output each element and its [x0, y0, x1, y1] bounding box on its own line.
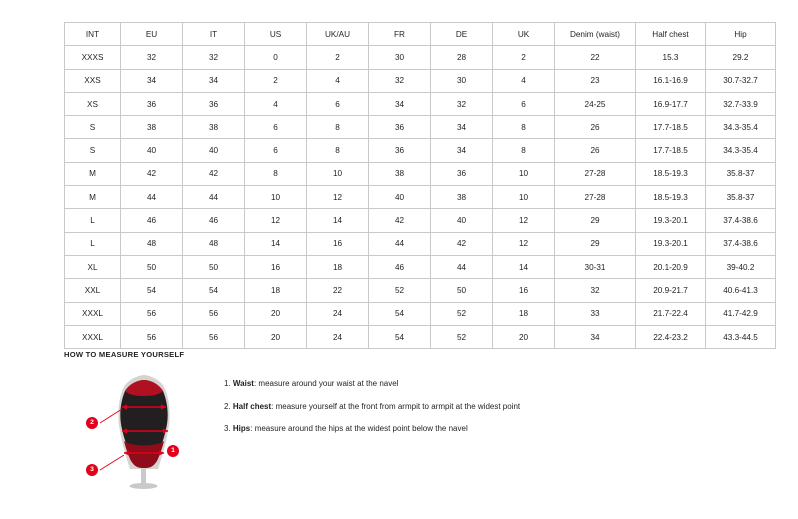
cell-eu: 46	[121, 209, 183, 232]
cell-hip: 35.8-37	[706, 186, 776, 209]
cell-uk-au: 4	[307, 69, 369, 92]
table-row	[65, 139, 776, 162]
cell-eu: 34	[121, 69, 183, 92]
cell-de: 52	[431, 302, 493, 325]
cell-us: 8	[245, 162, 307, 185]
column-header-eu: EU	[121, 23, 183, 46]
cell-us: 0	[245, 46, 307, 69]
badge-hips: 3	[86, 464, 98, 476]
cell-eu: 32	[121, 46, 183, 69]
column-header-it: IT	[183, 23, 245, 46]
cell-fr: 44	[369, 232, 431, 255]
cell-denim-waist: 30-31	[555, 255, 636, 278]
cell-half-chest: 16.1-16.9	[636, 69, 706, 92]
cell-us: 20	[245, 302, 307, 325]
cell-de: 44	[431, 255, 493, 278]
table-row	[65, 116, 776, 139]
cell-int: XL	[65, 255, 121, 278]
cell-us: 4	[245, 92, 307, 115]
cell-eu: 40	[121, 139, 183, 162]
cell-uk-au: 8	[307, 139, 369, 162]
cell-denim-waist: 32	[555, 279, 636, 302]
cell-uk-au: 14	[307, 209, 369, 232]
cell-denim-waist: 26	[555, 139, 636, 162]
cell-de: 30	[431, 69, 493, 92]
cell-eu: 44	[121, 186, 183, 209]
cell-half-chest: 20.9-21.7	[636, 279, 706, 302]
cell-uk-au: 22	[307, 279, 369, 302]
column-header-us: US	[245, 23, 307, 46]
cell-uk: 8	[493, 139, 555, 162]
cell-int: XXL	[65, 279, 121, 302]
cell-denim-waist: 22	[555, 46, 636, 69]
cell-de: 34	[431, 116, 493, 139]
cell-denim-waist: 33	[555, 302, 636, 325]
column-header-hip: Hip	[706, 23, 776, 46]
cell-de: 28	[431, 46, 493, 69]
cell-hip: 35.8-37	[706, 162, 776, 185]
cell-us: 12	[245, 209, 307, 232]
cell-uk: 18	[493, 302, 555, 325]
column-header-int: INT	[65, 23, 121, 46]
cell-fr: 38	[369, 162, 431, 185]
cell-de: 34	[431, 139, 493, 162]
cell-int: L	[65, 209, 121, 232]
measure-step-half-chest	[224, 402, 520, 412]
cell-eu: 56	[121, 302, 183, 325]
cell-de: 32	[431, 92, 493, 115]
cell-us: 2	[245, 69, 307, 92]
cell-int: S	[65, 116, 121, 139]
cell-int: XXXS	[65, 46, 121, 69]
cell-eu: 42	[121, 162, 183, 185]
table-row	[65, 92, 776, 115]
cell-hip: 37.4-38.6	[706, 232, 776, 255]
cell-it: 34	[183, 69, 245, 92]
cell-it: 38	[183, 116, 245, 139]
cell-uk: 10	[493, 186, 555, 209]
cell-us: 6	[245, 139, 307, 162]
cell-uk-au: 16	[307, 232, 369, 255]
cell-de: 38	[431, 186, 493, 209]
cell-it: 56	[183, 325, 245, 348]
table-row	[65, 162, 776, 185]
column-header-uk-au: UK/AU	[307, 23, 369, 46]
cell-eu: 54	[121, 279, 183, 302]
cell-uk: 6	[493, 92, 555, 115]
cell-fr: 36	[369, 139, 431, 162]
cell-it: 40	[183, 139, 245, 162]
cell-int: XXXL	[65, 302, 121, 325]
measure-steps-list	[224, 369, 520, 447]
step-term: Hips	[232, 424, 251, 434]
cell-half-chest: 16.9-17.7	[636, 92, 706, 115]
cell-eu: 38	[121, 116, 183, 139]
cell-us: 18	[245, 279, 307, 302]
step-text: : measure around the hips at the widest point below the navel	[250, 424, 468, 434]
table-row	[65, 325, 776, 348]
step-number: 1.	[224, 379, 231, 388]
table-row	[65, 186, 776, 209]
cell-fr: 52	[369, 279, 431, 302]
cell-hip: 37.4-38.6	[706, 209, 776, 232]
cell-it: 32	[183, 46, 245, 69]
step-term: Waist	[232, 379, 254, 388]
badge-half-chest: 2	[86, 417, 98, 429]
cell-denim-waist: 34	[555, 325, 636, 348]
cell-uk: 4	[493, 69, 555, 92]
cell-int: M	[65, 186, 121, 209]
table-row	[65, 302, 776, 325]
cell-half-chest: 18.5-19.3	[636, 186, 706, 209]
cell-hip: 43.3-44.5	[706, 325, 776, 348]
table-row	[65, 255, 776, 278]
cell-de: 52	[431, 325, 493, 348]
mannequin-illustration	[84, 369, 204, 489]
cell-hip: 40.6-41.3	[706, 279, 776, 302]
cell-us: 14	[245, 232, 307, 255]
cell-us: 20	[245, 325, 307, 348]
cell-fr: 30	[369, 46, 431, 69]
cell-fr: 54	[369, 325, 431, 348]
cell-uk: 8	[493, 116, 555, 139]
cell-fr: 46	[369, 255, 431, 278]
cell-denim-waist: 27-28	[555, 186, 636, 209]
step-text: : measure yourself at the front from armpit to armpit at the widest point	[271, 401, 521, 411]
measure-step-hips	[224, 424, 520, 434]
how-to-measure-title: HOW TO MEASURE YOURSELF	[64, 350, 185, 359]
how-to-measure-body	[64, 369, 744, 489]
column-header-denim-waist: Denim (waist)	[555, 23, 636, 46]
table-row	[65, 69, 776, 92]
cell-uk: 16	[493, 279, 555, 302]
cell-int: XS	[65, 92, 121, 115]
cell-denim-waist: 27-28	[555, 162, 636, 185]
table-row	[65, 46, 776, 69]
cell-hip: 34.3-35.4	[706, 139, 776, 162]
measure-step-waist	[224, 379, 520, 389]
cell-eu: 36	[121, 92, 183, 115]
table-header-row	[65, 23, 776, 46]
cell-uk: 12	[493, 232, 555, 255]
cell-uk-au: 10	[307, 162, 369, 185]
cell-it: 36	[183, 92, 245, 115]
cell-it: 46	[183, 209, 245, 232]
cell-de: 42	[431, 232, 493, 255]
cell-half-chest: 22.4-23.2	[636, 325, 706, 348]
size-chart-table-wrapper	[64, 22, 758, 349]
cell-half-chest: 21.7-22.4	[636, 302, 706, 325]
cell-it: 50	[183, 255, 245, 278]
cell-denim-waist: 26	[555, 116, 636, 139]
cell-int: S	[65, 139, 121, 162]
cell-uk: 2	[493, 46, 555, 69]
cell-eu: 50	[121, 255, 183, 278]
cell-uk: 14	[493, 255, 555, 278]
cell-de: 40	[431, 209, 493, 232]
cell-it: 44	[183, 186, 245, 209]
cell-half-chest: 20.1-20.9	[636, 255, 706, 278]
cell-int: XXS	[65, 69, 121, 92]
column-header-fr: FR	[369, 23, 431, 46]
cell-fr: 32	[369, 69, 431, 92]
cell-us: 6	[245, 116, 307, 139]
cell-int: XXXL	[65, 325, 121, 348]
cell-it: 42	[183, 162, 245, 185]
cell-half-chest: 18.5-19.3	[636, 162, 706, 185]
cell-de: 36	[431, 162, 493, 185]
cell-half-chest: 19.3-20.1	[636, 232, 706, 255]
table-row	[65, 209, 776, 232]
cell-uk: 10	[493, 162, 555, 185]
cell-de: 50	[431, 279, 493, 302]
cell-fr: 54	[369, 302, 431, 325]
cell-hip: 39-40.2	[706, 255, 776, 278]
cell-fr: 36	[369, 116, 431, 139]
cell-half-chest: 17.7-18.5	[636, 139, 706, 162]
step-text: : measure around your waist at the navel	[253, 379, 399, 388]
cell-uk-au: 18	[307, 255, 369, 278]
cell-it: 56	[183, 302, 245, 325]
badge-waist: 1	[167, 445, 179, 457]
how-to-measure-section	[64, 350, 744, 489]
cell-uk-au: 2	[307, 46, 369, 69]
cell-half-chest: 19.3-20.1	[636, 209, 706, 232]
cell-half-chest: 17.7-18.5	[636, 116, 706, 139]
size-chart-table	[64, 22, 776, 349]
cell-int: L	[65, 232, 121, 255]
cell-it: 48	[183, 232, 245, 255]
cell-hip: 32.7-33.9	[706, 92, 776, 115]
cell-denim-waist: 23	[555, 69, 636, 92]
table-row	[65, 232, 776, 255]
cell-hip: 30.7-32.7	[706, 69, 776, 92]
cell-us: 10	[245, 186, 307, 209]
cell-fr: 34	[369, 92, 431, 115]
column-header-uk: UK	[493, 23, 555, 46]
cell-us: 16	[245, 255, 307, 278]
column-header-de: DE	[431, 23, 493, 46]
cell-uk: 20	[493, 325, 555, 348]
cell-it: 54	[183, 279, 245, 302]
cell-uk-au: 24	[307, 325, 369, 348]
step-number: 3.	[224, 424, 231, 434]
cell-fr: 40	[369, 186, 431, 209]
cell-hip: 41.7-42.9	[706, 302, 776, 325]
cell-denim-waist: 29	[555, 209, 636, 232]
cell-eu: 48	[121, 232, 183, 255]
mannequin-figure	[84, 369, 204, 489]
cell-uk: 12	[493, 209, 555, 232]
cell-uk-au: 6	[307, 92, 369, 115]
step-term: Half chest	[232, 401, 272, 411]
step-number: 2.	[224, 401, 231, 411]
cell-int: M	[65, 162, 121, 185]
cell-fr: 42	[369, 209, 431, 232]
cell-half-chest: 15.3	[636, 46, 706, 69]
column-header-half-chest: Half chest	[636, 23, 706, 46]
cell-hip: 34.3-35.4	[706, 116, 776, 139]
cell-eu: 56	[121, 325, 183, 348]
cell-uk-au: 24	[307, 302, 369, 325]
cell-uk-au: 8	[307, 116, 369, 139]
cell-denim-waist: 29	[555, 232, 636, 255]
table-row	[65, 279, 776, 302]
cell-denim-waist: 24-25	[555, 92, 636, 115]
cell-hip: 29.2	[706, 46, 776, 69]
cell-uk-au: 12	[307, 186, 369, 209]
